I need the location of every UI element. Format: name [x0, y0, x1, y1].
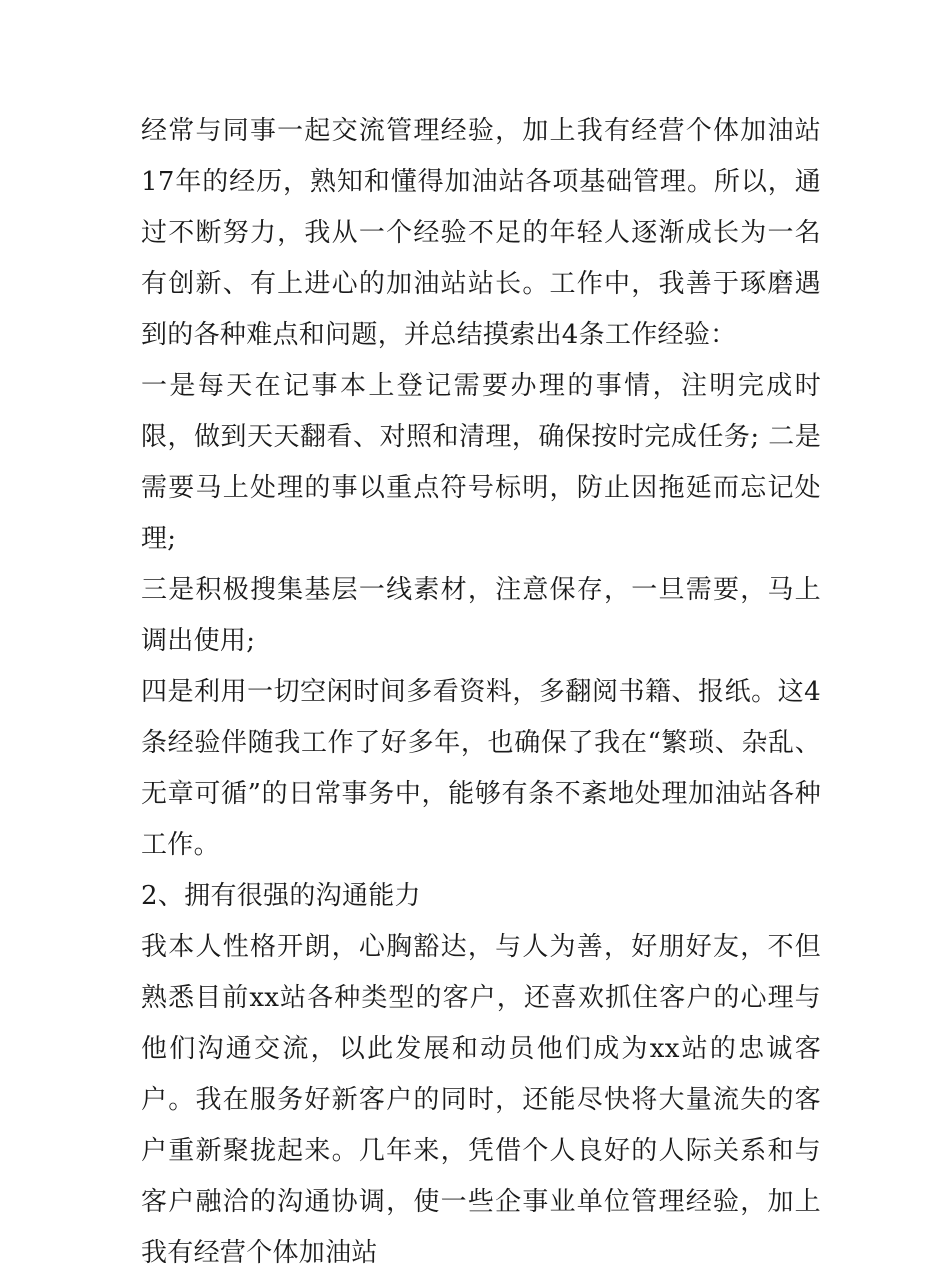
paragraph-management-experience: 经常与同事一起交流管理经验，加上我有经营个体加油站17年的经历，熟知和懂得加油站各项基础管理。所以，通过不断努力，我从一个经验不足的年轻人逐渐成长为一名有创新、有上进心的加油站站长。工作中，我善于琢磨遇到的各种难点和问题，并总结摸索出4条工作经验： [141, 116, 821, 350]
paragraph-point-one-two: 一是每天在记事本上登记需要办理的事情，注明完成时限，做到天天翻看、对照和清理，确保按时完成任务; 二是需要马上处理的事以重点符号标明，防止因拖延而忘记处理; [141, 371, 821, 554]
paragraph-point-three: 三是积极搜集基层一线素材，注意保存，一旦需要，马上调出使用; [141, 575, 821, 656]
paragraph-point-four: 四是利用一切空闲时间多看资料，多翻阅书籍、报纸。这4条经验伴随我工作了好多年，也确保了我在“繁琐、杂乱、无章可循”的日常事务中，能够有条不紊地处理加油站各种工作。 [141, 677, 821, 860]
document-body [141, 106, 821, 1279]
section-heading-communication: 2、拥有很强的沟通能力 [141, 881, 421, 911]
paragraph-communication-ability: 我本人性格开朗，心胸豁达，与人为善，好朋好友，不但熟悉目前xx站各种类型的客户，还喜欢抓住客户的心理与他们沟通交流，以此发展和动员他们成为xx站的忠诚客户。我在服务好新客户的同时，还能尽快将大量流失的客户重新聚拢起来。几年来，凭借个人良好的人际关系和与客户融洽的沟通协调，使一些企事业单位管理经验，加上我有经营个体加油站 [141, 932, 821, 1268]
